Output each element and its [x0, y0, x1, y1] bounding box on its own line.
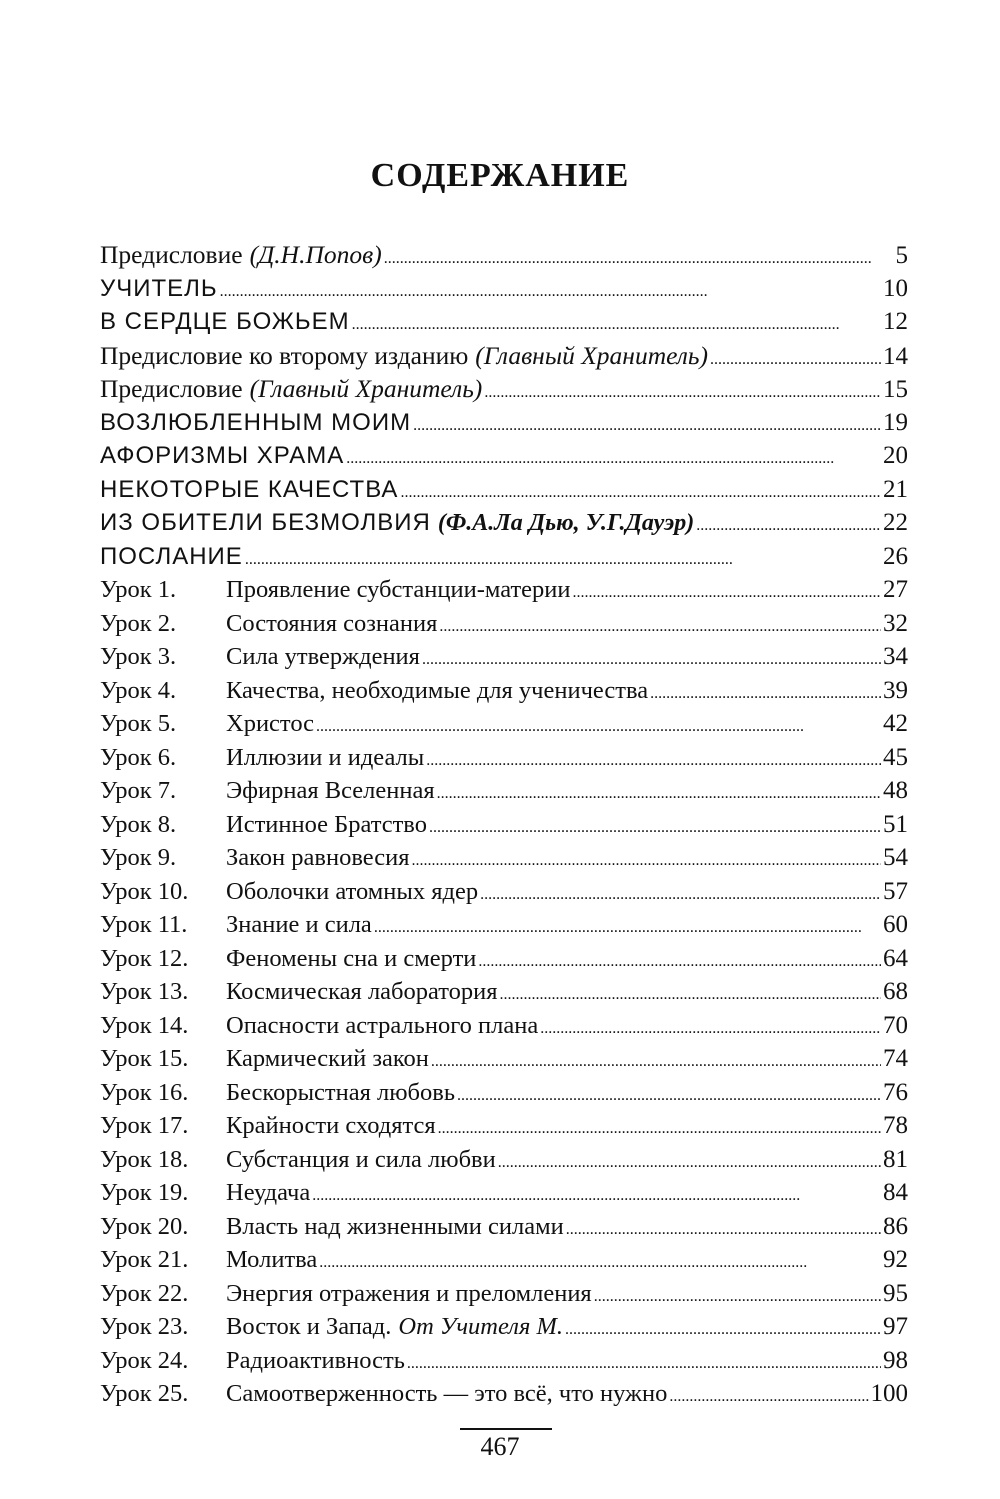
dot-leader: [413, 406, 881, 440]
toc-entry: [100, 305, 908, 339]
entry-author: (Ф.А.Ла Дью, У.Г.Дауэр): [437, 510, 695, 536]
entry-page: 64: [883, 944, 908, 972]
toc-entry: [100, 674, 908, 708]
toc-entry: [100, 1310, 908, 1344]
toc-entry: [100, 1076, 908, 1110]
entry-page: 86: [883, 1212, 908, 1240]
toc-entry: [100, 1377, 908, 1411]
entry-page: 20: [883, 442, 908, 469]
dot-leader: [565, 1310, 881, 1344]
entry-title: УЧИТЕЛЬ: [100, 274, 218, 302]
dot-leader: [500, 975, 881, 1009]
dot-leader: [437, 774, 881, 808]
toc-entry: [100, 808, 908, 842]
entry-title: Состояния сознания: [226, 609, 438, 637]
entry-title: НЕКОТОРЫЕ КАЧЕСТВА: [100, 475, 399, 503]
entry-author: (Д.Н.Попов): [249, 240, 382, 269]
entry-title: Христос: [226, 710, 315, 737]
entry-title: Опасности астрального плана: [226, 1011, 539, 1039]
toc-entry: [100, 506, 908, 540]
lesson-number: Урок 9.: [100, 844, 177, 871]
entry-title: Восток и Запад.: [226, 1313, 392, 1340]
entry-page: 98: [883, 1346, 908, 1374]
entry-page: 45: [883, 743, 908, 771]
lesson-number: Урок 22.: [100, 1279, 189, 1307]
toc-entry: [100, 540, 908, 574]
lesson-number: Урок 8.: [100, 810, 177, 838]
lesson-number: Урок 24.: [100, 1346, 189, 1374]
dot-leader: [312, 1176, 881, 1210]
lesson-number: Урок 19.: [100, 1179, 189, 1206]
toc-entry: [100, 1009, 908, 1043]
toc-entry: [100, 1109, 908, 1143]
toc-entry: [100, 707, 908, 741]
entry-title: Радиоактивность: [226, 1346, 405, 1374]
entry-page: 92: [883, 1246, 908, 1273]
toc-entry: [100, 1210, 908, 1244]
dot-leader: [245, 540, 881, 574]
entry-title: Власть над жизненными силами: [226, 1212, 564, 1240]
lesson-number: Урок 2.: [100, 609, 177, 637]
entry-title: Самоотверженность — это всё, что нужно: [226, 1380, 668, 1407]
entry-title: Иллюзии и идеалы: [226, 743, 425, 771]
lesson-number: Урок 16.: [100, 1078, 189, 1106]
entry-page: 34: [883, 643, 908, 670]
toc-entry: [100, 1176, 908, 1210]
toc-entry: [100, 339, 908, 373]
entry-title: Истинное Братство: [226, 810, 427, 838]
toc-entry: [100, 942, 908, 976]
dot-leader: [650, 674, 881, 708]
lesson-number: Урок 15.: [100, 1045, 189, 1072]
entry-page: 84: [883, 1179, 908, 1206]
entry-title: Молитва: [226, 1246, 318, 1273]
entry-page: 70: [883, 1011, 908, 1039]
dot-leader: [457, 1076, 881, 1110]
toc-entry: [100, 908, 908, 942]
entry-page: 26: [883, 542, 908, 570]
entry-title: Сила утверждения: [226, 643, 420, 670]
entry-title: Предисловие ко второму изданию: [100, 340, 469, 370]
dot-leader: [352, 305, 881, 339]
entry-title: Крайности сходятся: [226, 1112, 436, 1139]
entry-page: 78: [883, 1112, 908, 1139]
dot-leader: [374, 908, 881, 942]
entry-title: Эфирная Вселенная: [226, 777, 435, 804]
dot-leader: [484, 372, 881, 406]
entry-title: ИЗ ОБИТЕЛИ БЕЗМОЛВИЯ: [100, 509, 431, 536]
toc-entry: [100, 1243, 908, 1277]
toc-entry: [100, 406, 908, 440]
entry-page: 27: [883, 576, 908, 603]
entry-title: АФОРИЗМЫ ХРАМА: [100, 442, 345, 469]
entry-title: Энергия отражения и преломления: [226, 1279, 592, 1307]
toc-entry: [100, 607, 908, 641]
dot-leader: [696, 506, 881, 540]
entry-page: 42: [883, 710, 908, 737]
entry-page: 21: [883, 475, 908, 503]
lesson-number: Урок 6.: [100, 743, 177, 771]
entry-page: 32: [883, 609, 908, 637]
entry-page: 51: [883, 810, 908, 838]
entry-page: 97: [883, 1313, 908, 1340]
toc-entry: [100, 1143, 908, 1177]
entry-title: ВОЗЛЮБЛЕННЫМ МОИМ: [100, 408, 412, 436]
dot-leader: [710, 339, 881, 373]
entry-title: Субстанция и сила любви: [226, 1145, 496, 1173]
dot-leader: [412, 841, 881, 875]
entry-title: ПОСЛАНИЕ: [100, 542, 243, 570]
dot-leader: [426, 741, 881, 775]
dot-leader: [407, 1344, 881, 1378]
lesson-number: Урок 4.: [100, 676, 177, 704]
lesson-number: Урок 11.: [100, 911, 188, 938]
entry-title: Космическая лаборатория: [226, 978, 498, 1005]
entry-page: 54: [883, 844, 908, 871]
dot-leader: [319, 1243, 881, 1277]
dot-leader: [566, 1210, 881, 1244]
entry-page: 12: [883, 308, 908, 335]
entry-page: 100: [870, 1380, 908, 1407]
toc-entry: [100, 774, 908, 808]
dot-leader: [669, 1377, 868, 1411]
lesson-number: Урок 3.: [100, 643, 177, 670]
entry-title: Знание и сила: [226, 911, 372, 938]
toc-entry: [100, 272, 908, 306]
toc-entry: [100, 439, 908, 473]
entry-title: Феномены сна и смерти: [226, 944, 477, 972]
lesson-number: Урок 14.: [100, 1011, 189, 1039]
page-number: 467: [480, 1432, 520, 1461]
dot-leader: [220, 272, 881, 306]
lesson-number: Урок 7.: [100, 777, 177, 804]
dot-leader: [478, 942, 881, 976]
entry-page: 76: [883, 1078, 908, 1106]
entry-title: Проявление субстанции-материи: [226, 576, 571, 603]
dot-leader: [431, 1042, 881, 1076]
dot-leader: [429, 808, 881, 842]
toc-entry: [100, 1277, 908, 1311]
entry-page: 15: [883, 376, 908, 403]
dot-leader: [422, 640, 881, 674]
entry-page: 22: [883, 509, 908, 536]
entry-author: (Главный Хранитель): [249, 374, 483, 403]
entry-title: Бескорыстная любовь: [226, 1078, 455, 1106]
dot-leader: [346, 439, 881, 473]
footer-rule: [460, 1428, 552, 1430]
entry-page: 60: [883, 911, 908, 938]
entry-title: Закон равновесия: [226, 844, 410, 871]
entry-title: Качества, необходимые для ученичества: [226, 676, 649, 704]
entry-page: 74: [883, 1045, 908, 1072]
toc-entry: [100, 640, 908, 674]
dot-leader: [573, 573, 882, 607]
lesson-number: Урок 17.: [100, 1112, 189, 1139]
entry-title: Предисловие: [100, 240, 243, 269]
toc-entry: [100, 238, 908, 272]
lesson-number: Урок 25.: [100, 1380, 189, 1407]
dot-leader: [480, 875, 881, 909]
entry-page: 81: [883, 1145, 908, 1173]
toc-entry: [100, 875, 908, 909]
lesson-number: Урок 21.: [100, 1246, 189, 1273]
entry-page: 14: [883, 342, 908, 370]
dot-leader: [498, 1143, 881, 1177]
entry-page: 19: [883, 408, 908, 436]
dot-leader: [540, 1009, 881, 1043]
dot-leader: [384, 238, 894, 272]
table-of-contents: [100, 238, 908, 1411]
entry-title: Неудача: [226, 1179, 311, 1206]
lesson-number: Урок 13.: [100, 978, 189, 1005]
entry-page: 5: [895, 242, 908, 269]
lesson-number: Урок 10.: [100, 877, 189, 905]
toc-entry: [100, 573, 908, 607]
entry-page: 10: [883, 274, 908, 302]
lesson-number: Урок 23.: [100, 1313, 189, 1340]
toc-entry: [100, 975, 908, 1009]
toc-entry: [100, 841, 908, 875]
entry-author: (Главный Хранитель): [475, 340, 709, 370]
entry-title: Предисловие: [100, 374, 243, 403]
entry-title: Оболочки атомных ядер: [226, 877, 479, 905]
dot-leader: [438, 1109, 881, 1143]
lesson-number: Урок 1.: [100, 576, 177, 603]
toc-entry: [100, 372, 908, 406]
lesson-number: Урок 20.: [100, 1212, 189, 1240]
dot-leader: [439, 607, 881, 641]
dot-leader: [316, 707, 881, 741]
entry-page: 57: [883, 877, 908, 905]
dot-leader: [594, 1277, 881, 1311]
toc-entry: [100, 473, 908, 507]
entry-page: 95: [883, 1279, 908, 1307]
entry-title: Кармический закон: [226, 1045, 429, 1072]
lesson-number: Урок 18.: [100, 1145, 189, 1173]
entry-title: В СЕРДЦЕ БОЖЬЕМ: [100, 308, 350, 335]
dot-leader: [400, 473, 881, 507]
toc-entry: [100, 1344, 908, 1378]
toc-entry: [100, 741, 908, 775]
toc-entry: [100, 1042, 908, 1076]
lesson-number: Урок 12.: [100, 944, 189, 972]
entry-author: От Учителя М.: [398, 1313, 563, 1340]
entry-page: 39: [883, 676, 908, 704]
entry-page: 68: [883, 978, 908, 1005]
page-title: СОДЕРЖАНИЕ: [370, 157, 630, 194]
entry-page: 48: [883, 777, 908, 804]
lesson-number: Урок 5.: [100, 710, 177, 737]
